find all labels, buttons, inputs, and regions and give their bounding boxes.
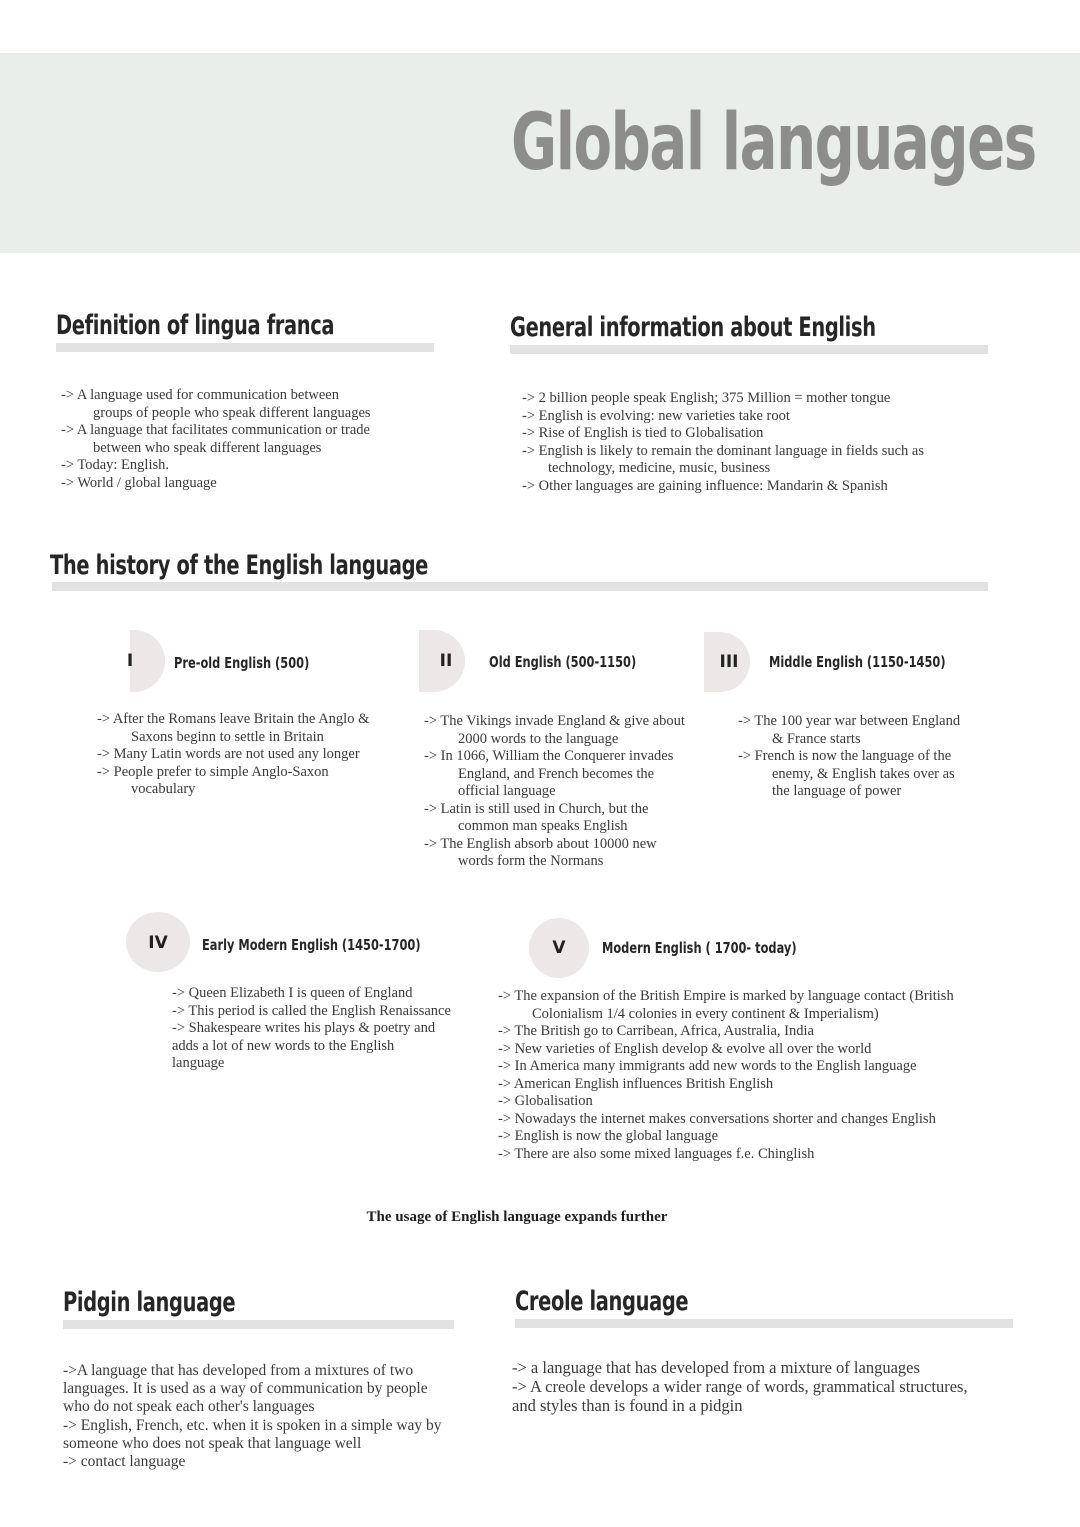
list-line: groups of people who speak different languages	[93, 404, 371, 421]
list-line: official language	[458, 783, 556, 799]
page-title: Global languages	[511, 98, 1036, 188]
list-line: -> English is now the global language	[498, 1128, 718, 1144]
list-line: -> The expansion of the British Empire is marked by language contact (British	[498, 988, 954, 1004]
creole-heading: Creole language	[515, 1286, 689, 1317]
list-line: -> Nowadays the internet makes conversations shorter and changes English	[498, 1110, 936, 1127]
period-3-title: Middle English (1150-1450)	[769, 653, 946, 671]
list-line: -> contact language	[63, 1453, 186, 1471]
period-3-numeral: III	[719, 652, 739, 672]
period-1-list	[97, 711, 397, 799]
general-info-heading: General information about English	[510, 312, 876, 343]
list-line: -> 2 billion people speak English; 375 Million = mother tongue	[522, 390, 891, 406]
period-4-list	[172, 985, 472, 1073]
lingua-franca-list	[61, 387, 441, 492]
list-line: -> Many Latin words are not used any longer	[97, 746, 360, 762]
period-2-title: Old English (500-1150)	[489, 653, 637, 671]
list-line: -> Rise of English is tied to Globalisation	[522, 425, 764, 441]
list-line: -> The British go to Carribean, Africa, Australia, India	[498, 1023, 814, 1039]
list-line: -> Today: English.	[61, 457, 169, 473]
list-line: words form the Normans	[458, 853, 604, 869]
list-line: vocabulary	[131, 781, 196, 797]
pidgin-heading: Pidgin language	[63, 1287, 236, 1318]
period-5-title: Modern English ( 1700- today)	[602, 939, 797, 957]
list-line: -> Queen Elizabeth I is queen of England	[172, 985, 413, 1001]
general-info-underline	[510, 345, 988, 354]
list-line: -> People prefer to simple Anglo-Saxon	[97, 763, 329, 780]
list-line: -> a language that has developed from a mixture of languages	[512, 1358, 920, 1377]
list-line: Saxons beginn to settle in Britain	[131, 728, 324, 745]
list-line: -> There are also some mixed languages f.e. Chinglish	[498, 1145, 815, 1162]
list-line: languages. It is used as a way of communication by people	[63, 1380, 428, 1398]
list-line: -> New varieties of English develop & evolve all over the world	[498, 1040, 872, 1057]
period-1-title: Pre-old English (500)	[174, 654, 310, 672]
list-line: adds a lot of new words to the English	[172, 1037, 395, 1054]
period-1-numeral: I	[126, 651, 134, 671]
list-line: -> World / global language	[61, 474, 217, 491]
list-line: & France starts	[772, 730, 861, 747]
list-line: -> The Vikings invade England & give about	[424, 713, 685, 729]
list-line: language	[172, 1055, 225, 1071]
list-line: 2000 words to the language	[458, 730, 619, 747]
list-line: Colonialism 1/4 colonies in every continent & Imperialism)	[532, 1005, 879, 1022]
period-5-numeral: V	[552, 938, 566, 958]
list-line: between who speak different languages	[93, 439, 322, 456]
pidgin-list	[63, 1362, 458, 1471]
history-underline	[52, 582, 988, 591]
list-line: -> Shakespeare writes his plays & poetry and	[172, 1020, 436, 1036]
period-4-title: Early Modern English (1450-1700)	[202, 936, 421, 954]
list-line: -> Latin is still used in Church, but the	[424, 800, 649, 817]
list-line: -> French is now the language of the	[738, 748, 952, 764]
list-line: who do not speak each other's languages	[63, 1398, 315, 1416]
list-line: -> English is evolving: new varieties take root	[522, 407, 790, 424]
period-3-list	[738, 713, 998, 801]
list-line: -> The 100 year war between England	[738, 713, 961, 729]
list-line: ->A language that has developed from a mixtures of two	[63, 1362, 414, 1379]
list-line: -> In 1066, William the Conquerer invades	[424, 748, 674, 764]
list-line: -> American English influences British English	[498, 1075, 774, 1092]
creole-underline	[515, 1319, 1013, 1328]
list-line: and styles than is found in a pidgin	[512, 1396, 743, 1415]
list-line: -> In America many immigrants add new words to the English language	[498, 1058, 917, 1074]
list-line: -> Other languages are gaining influence: Mandarin & Spanish	[522, 477, 888, 494]
general-info-list	[522, 390, 972, 495]
creole-list	[512, 1358, 1002, 1415]
list-line: -> The English absorb about 10000 new	[424, 835, 657, 852]
history-heading: The history of the English language	[50, 550, 429, 581]
list-line: -> A creole develops a wider range of words, grammatical structures,	[512, 1377, 968, 1396]
list-line: enemy, & English takes over as	[772, 765, 955, 782]
lingua-franca-heading: Definition of lingua franca	[56, 310, 335, 341]
list-line: -> Globalisation	[498, 1093, 593, 1109]
list-line: England, and French becomes the	[458, 765, 655, 782]
period-2-list	[424, 713, 714, 871]
list-line: someone who does not speak that language well	[63, 1434, 362, 1452]
period-4-numeral: IV	[148, 933, 168, 953]
list-line: -> A language used for communication between	[61, 387, 339, 403]
period-2-numeral: II	[439, 651, 453, 671]
history-caption: The usage of English language expands further	[366, 1209, 668, 1225]
list-line: -> After the Romans leave Britain the Anglo &	[97, 711, 370, 727]
list-line: technology, medicine, music, business	[548, 460, 771, 476]
list-line: common man speaks English	[458, 818, 628, 834]
list-line: the language of power	[772, 783, 902, 799]
list-line: -> A language that facilitates communication or trade	[61, 422, 370, 438]
list-line: -> English is likely to remain the dominant language in fields such as	[522, 442, 925, 459]
lingua-franca-underline	[56, 343, 434, 352]
list-line: -> This period is called the English Renaissance	[172, 1002, 451, 1019]
period-5-list	[498, 988, 978, 1163]
pidgin-underline	[63, 1320, 454, 1329]
list-line: -> English, French, etc. when it is spoken in a simple way by	[63, 1416, 442, 1434]
